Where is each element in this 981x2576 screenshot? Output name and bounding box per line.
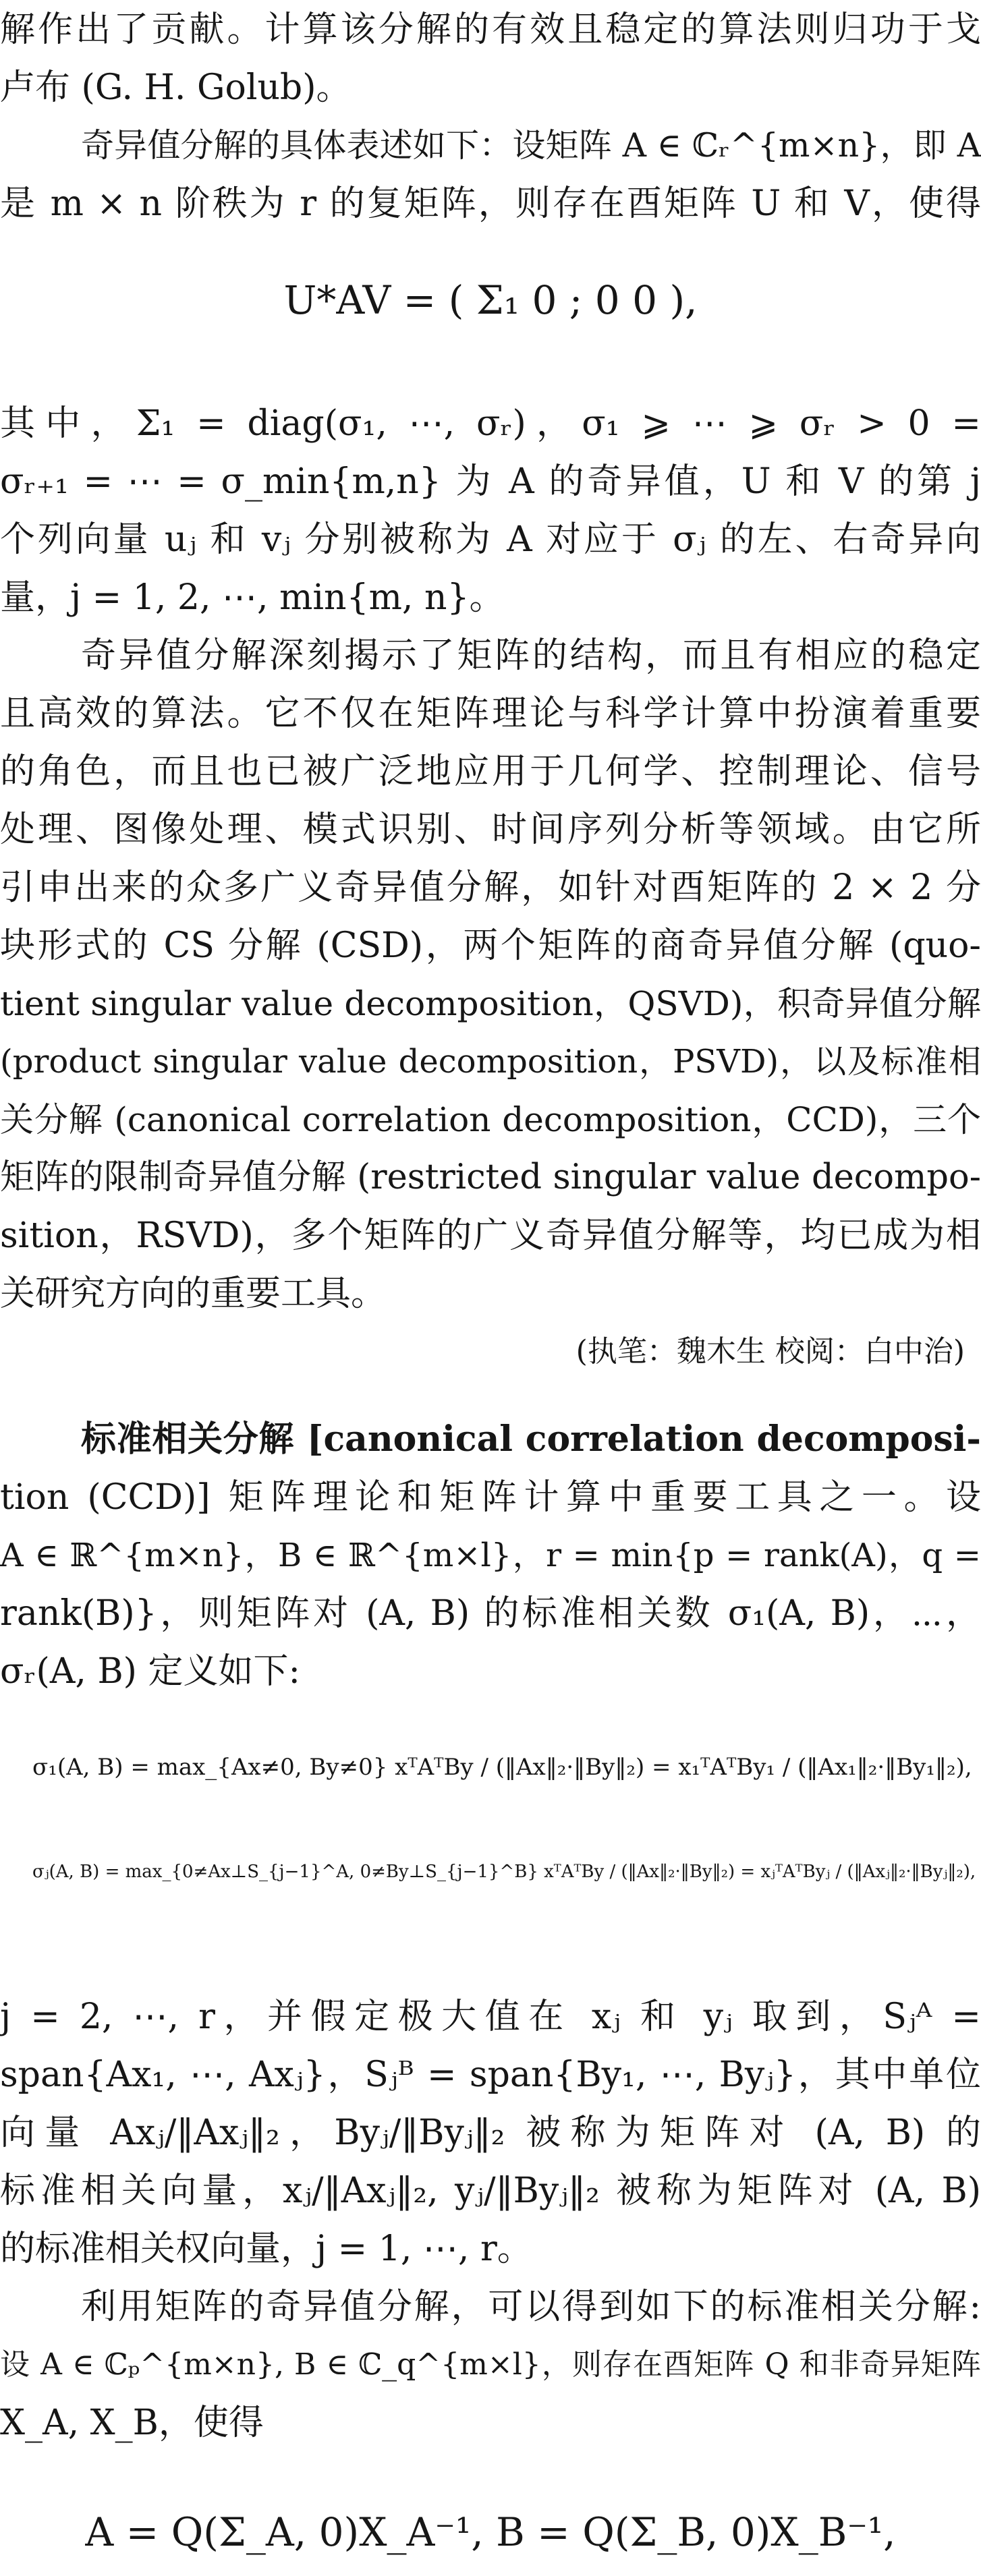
- text-line: 引申出来的众多广义奇异值分解，如针对酉矩阵的 2 × 2 分: [0, 867, 981, 908]
- text-line: (product singular value decomposition，PSVD)，以及标准相: [0, 1043, 981, 1081]
- text-line: 其中，Σ₁ = diag(σ₁, ⋯, σᵣ)，σ₁ ⩾ ⋯ ⩾ σᵣ > 0 =: [0, 403, 981, 444]
- text-line: 的角色，而且也已被广泛地应用于几何学、控制理论、信号: [0, 751, 981, 792]
- text-line: 设 A ∈ ℂₚ^{m×n}, B ∈ ℂ_q^{m×l}，则存在酉矩阵 Q 和非奇异矩阵: [0, 2347, 981, 2382]
- author-signature: (执笔：魏木生 校阅：白中治): [576, 1334, 965, 1369]
- paragraph-line: 奇异值分解深刻揭示了矩阵的结构，而且有相应的稳定: [81, 635, 981, 676]
- text-line: 的标准相关权向量，j = 1, ⋯, r。: [0, 2229, 532, 2269]
- text-line: 关研究方向的重要工具。: [0, 1273, 387, 1314]
- display-formula: U*AV = ( Σ₁ 0 ; 0 0 ),: [283, 277, 698, 323]
- text-line: A ∈ ℝ^{m×n}，B ∈ ℝ^{m×l}，r = min{p = rank(A)，q =: [0, 1537, 981, 1574]
- text-line: tient singular value decomposition，QSVD)，积奇异值分解: [0, 984, 981, 1023]
- text-line: 解作出了贡献。计算该分解的有效且稳定的算法则归功于戈: [0, 9, 981, 50]
- text-line: 关分解 (canonical correlation decomposition，CCD)，三个: [0, 1100, 981, 1139]
- text-line: 块形式的 CS 分解 (CSD)，两个矩阵的商奇异值分解 (quo-: [0, 925, 981, 966]
- text-line: X_A, X_B，使得: [0, 2403, 264, 2443]
- text-line: 矩阵的限制奇异值分解 (restricted singular value decompo-: [0, 1157, 981, 1197]
- paragraph-line: 奇异值分解的具体表述如下：设矩阵 A ∈ ℂᵣ^{m×n}，即 A: [81, 126, 981, 165]
- text-line: j = 2, ⋯, r，并假定极大值在 xⱼ 和 yⱼ 取到，Sⱼᴬ =: [0, 1997, 981, 2037]
- display-formula: σ₁(A, B) = max_{Ax≠0, By≠0} xᵀAᵀBy / (‖Ax‖₂·‖By‖₂) = x₁ᵀAᵀBy₁ / (‖Ax₁‖₂·‖By₁‖₂),: [32, 1754, 972, 1781]
- text-line: tion (CCD)] 矩阵理论和矩阵计算中重要工具之一。设: [0, 1477, 981, 1518]
- text-line: 向量 Axⱼ/‖Axⱼ‖₂，Byⱼ/‖Byⱼ‖₂ 被称为矩阵对 (A, B) 的: [0, 2113, 981, 2153]
- text-line: rank(B)}，则矩阵对 (A, B) 的标准相关数 σ₁(A, B)，⋯，: [0, 1593, 981, 1634]
- text-line: 标准相关向量，xⱼ/‖Axⱼ‖₂, yⱼ/‖Byⱼ‖₂ 被称为矩阵对 (A, B): [0, 2171, 981, 2211]
- entry-heading: 标准相关分解 [canonical correlation decomposi-: [81, 1419, 981, 1460]
- text-line: sition，RSVD)，多个矩阵的广义奇异值分解等，均已成为相: [0, 1215, 981, 1256]
- text-line: 处理、图像处理、模式识别、时间序列分析等领域。由它所: [0, 809, 981, 850]
- text-line: 是 m × n 阶秩为 r 的复矩阵，则存在酉矩阵 U 和 V，使得: [0, 183, 981, 224]
- text-line: 卢布 (G. H. Golub)。: [0, 67, 352, 108]
- text-line: 个列向量 uⱼ 和 vⱼ 分别被称为 A 对应于 σⱼ 的左、右奇异向: [0, 519, 981, 560]
- text-line: 量，j = 1, 2, ⋯, min{m, n}。: [0, 577, 505, 618]
- display-formula: A = Q(Σ_A, 0)X_A⁻¹, B = Q(Σ_B, 0)X_B⁻¹,: [85, 2509, 896, 2555]
- text-line: σᵣ₊₁ = ⋯ = σ_min{m,n} 为 A 的奇异值，U 和 V 的第 j: [0, 461, 981, 502]
- paragraph-line: 利用矩阵的奇异值分解，可以得到如下的标准相关分解:: [81, 2287, 981, 2327]
- display-formula: σⱼ(A, B) = max_{0≠Ax⊥S_{j−1}^A, 0≠By⊥S_{j−1}^B} xᵀAᵀBy / (‖Ax‖₂·‖By‖₂) = xⱼᵀAᵀByⱼ / (‖Axⱼ‖₂·‖Byⱼ‖₂),: [32, 1862, 976, 1882]
- text-line: span{Ax₁, ⋯, Axⱼ}，Sⱼᴮ = span{By₁, ⋯, Byⱼ}，其中单位: [0, 2055, 981, 2095]
- text-line: σᵣ(A, B) 定义如下:: [0, 1651, 300, 1692]
- text-line: 且高效的算法。它不仅在矩阵理论与科学计算中扮演着重要: [0, 693, 981, 734]
